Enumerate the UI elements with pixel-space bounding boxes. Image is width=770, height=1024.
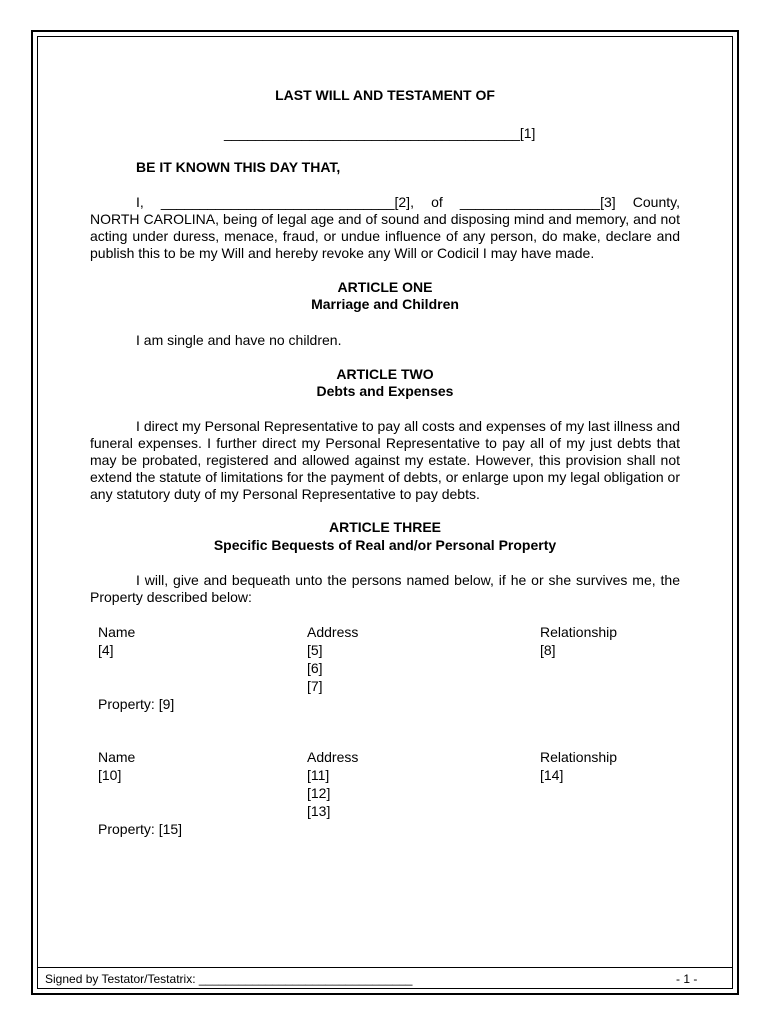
bequest-2-address-line-2: [12] bbox=[307, 785, 331, 801]
article-two-line: any statutory duty of my Personal Representative to pay debts. bbox=[90, 486, 480, 502]
article-two-line: extend the statute of limitations for the payment of debts, or enlarge upon my legal obligation or bbox=[90, 469, 680, 485]
bequest-2-address-line-1: [11] bbox=[307, 767, 330, 783]
bequest-1-address-header: Address bbox=[307, 624, 359, 640]
document-title: LAST WILL AND TESTAMENT OF bbox=[275, 87, 495, 103]
bequest-1-name-header: Name bbox=[98, 624, 136, 640]
article-three-line: Property described below: bbox=[90, 589, 252, 605]
footer-signature-line: Signed by Testator/Testatrix: ________________________________ bbox=[45, 972, 413, 986]
intro-line: I, ______________________________[2], of __________________[3] County, bbox=[136, 194, 680, 210]
testator-name-line: ______________________________________[1] bbox=[224, 125, 536, 141]
article-two-heading: ARTICLE TWO bbox=[336, 366, 434, 382]
bequest-2-address-header: Address bbox=[307, 749, 359, 765]
article-three-paragraph bbox=[90, 572, 680, 606]
article-two-line: I direct my Personal Representative to pay all costs and expenses of my last illness and bbox=[136, 418, 680, 434]
intro-paragraph bbox=[90, 194, 680, 262]
article-one-text: I am single and have no children. bbox=[136, 332, 342, 348]
bequest-2-name-header: Name bbox=[98, 749, 136, 765]
article-three-heading: ARTICLE THREE bbox=[329, 519, 441, 535]
bequest-1-address-line-2: [6] bbox=[307, 660, 323, 676]
intro-line: NORTH CAROLINA, being of legal age and of sound and disposing mind and memory, and not bbox=[90, 211, 680, 227]
intro-line: publish this to be my Will and hereby revoke any Will or Codicil I may have made. bbox=[90, 245, 595, 261]
bequest-2-name: [10] bbox=[98, 767, 122, 783]
bequest-2-relationship: [14] bbox=[540, 767, 564, 783]
page-border-inner bbox=[37, 36, 733, 989]
article-one-heading: ARTICLE ONE bbox=[337, 279, 433, 295]
footer-page-number: - 1 - bbox=[676, 972, 698, 986]
bequest-2-property: Property: [15] bbox=[98, 821, 183, 837]
footer-divider bbox=[37, 967, 733, 968]
bequest-1-relationship: [8] bbox=[540, 642, 556, 658]
bequest-2-address-line-3: [13] bbox=[307, 803, 331, 819]
article-two-line: may be probated, registered and allowed against my estate. However, this provision shall not bbox=[90, 452, 680, 468]
bequest-1-address-line-3: [7] bbox=[307, 678, 323, 694]
article-three-subheading: Specific Bequests of Real and/or Personal Property bbox=[213, 537, 557, 553]
bequest-1-address-line-1: [5] bbox=[307, 642, 323, 658]
article-two-subheading: Debts and Expenses bbox=[316, 383, 454, 399]
bequest-2-relationship-header: Relationship bbox=[540, 749, 618, 765]
article-two-line: funeral expenses. I further direct my Personal Representative to pay all of my just debts that bbox=[90, 435, 680, 451]
article-three-line: I will, give and bequeath unto the persons named below, if he or she survives me, the bbox=[136, 572, 680, 588]
bequest-1-property: Property: [9] bbox=[98, 696, 175, 712]
intro-line: acting under duress, menace, fraud, or undue influence of any person, do make, declare and bbox=[90, 228, 680, 244]
intro-heading: BE IT KNOWN THIS DAY THAT, bbox=[136, 159, 341, 175]
bequest-1-name: [4] bbox=[98, 642, 114, 658]
bequest-1-relationship-header: Relationship bbox=[540, 624, 618, 640]
article-two-paragraph bbox=[90, 418, 680, 503]
article-one-subheading: Marriage and Children bbox=[311, 296, 459, 312]
